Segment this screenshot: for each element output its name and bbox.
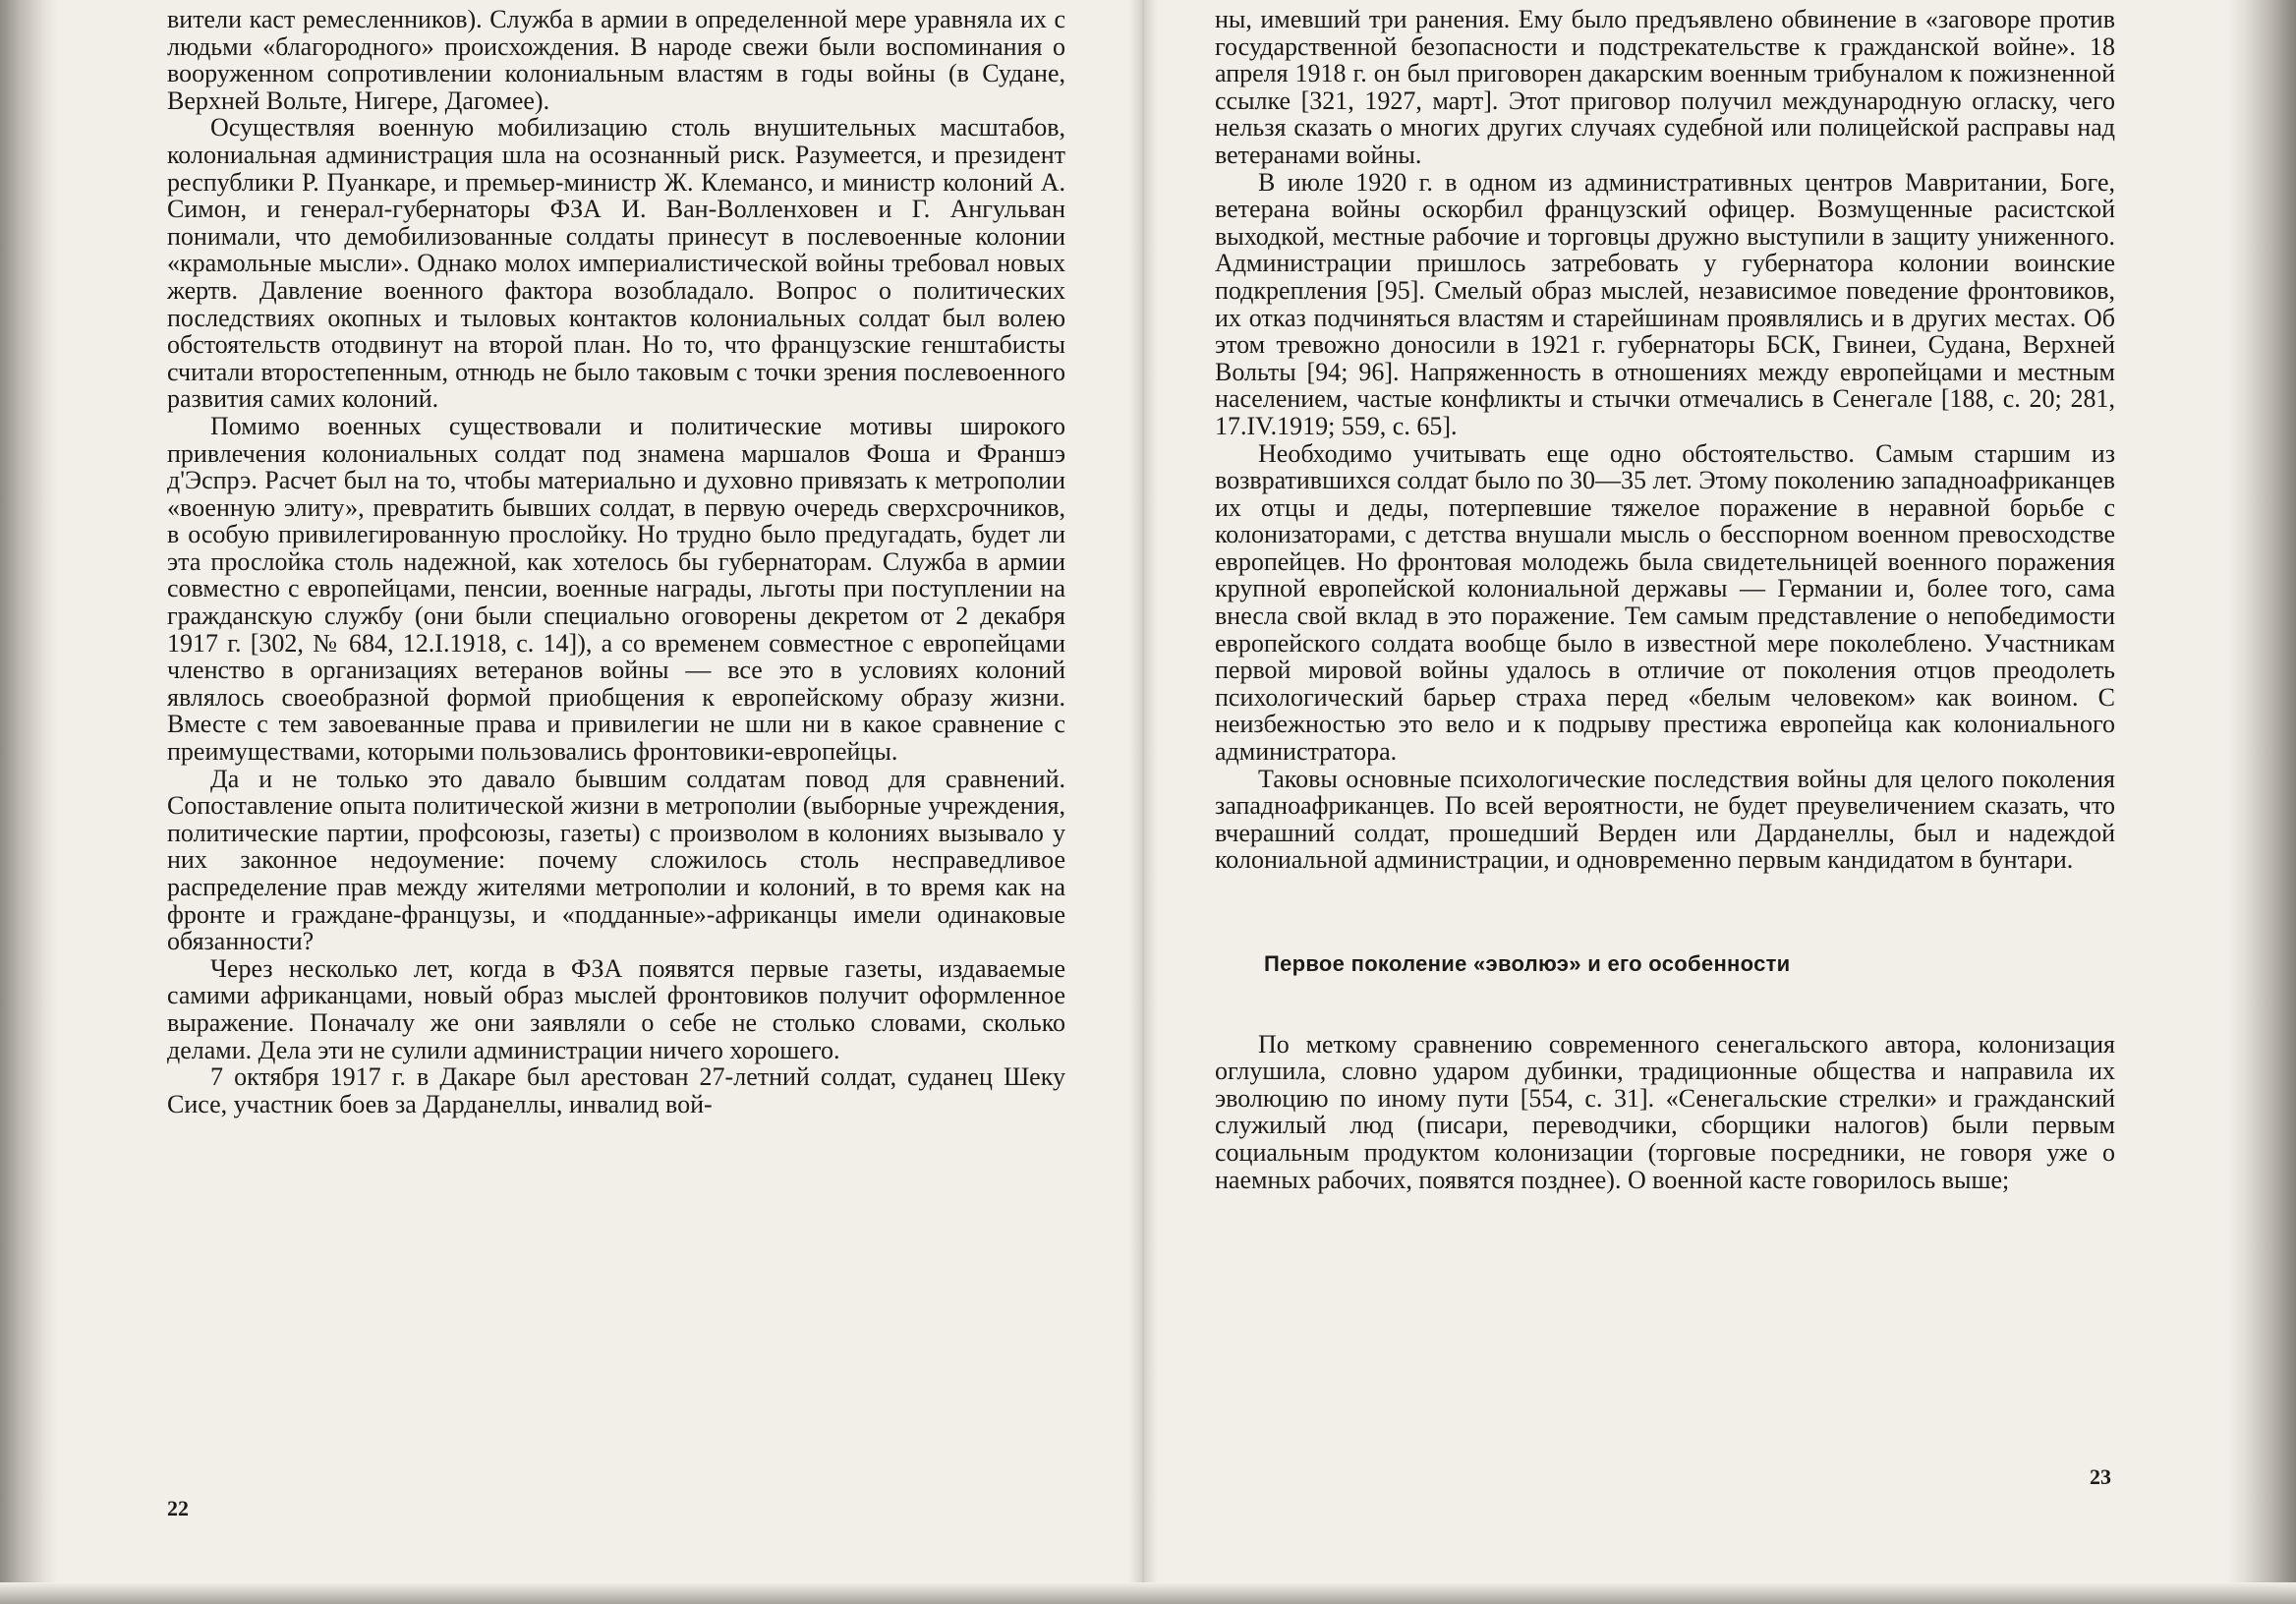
paragraph: Осуществляя военную мобилизацию столь внушительных масштабов, колониальная администрация шла на осознанный риск. Разумеется, и президент республики Р. Пуанкаре, и премьер-министр Ж. Клемансо, и министр колоний А. Симон, и генерал-губернаторы ФЗА И. Ван-Волленховен и Г. Ангульван понимали, что демобилизованные солдаты принесут в послевоенные колонии «крамольные мысли». Однако молох империалистической войны требовал новых жертв. Давление военного фактора возобладало. Вопрос о политических последствиях окопных и тыловых контактов колониальных солдат был волею обстоятельств отодвинут на второй план. Но то, что французские генштабисты считали второстепенным, отнюдь не было таковым с точки зрения послевоенного развития самих колоний.: [167, 113, 1065, 414]
paragraph: 7 октября 1917 г. в Дакаре был арестован 27-летний солдат, суданец Шеку Сисе, участник боев за Дарданеллы, инвалид вой-: [167, 1062, 1065, 1118]
page-number-right: 23: [2090, 1464, 2111, 1489]
paragraph: Да и не только это давало бывшим солдатам повод для сравнений. Сопоставление опыта политической жизни в метрополии (выборные учреждения, политические партии, профсоюзы, газеты) с произволом в колониях вызывало у них законное недоумение: почему сложилось столь несправедливое распределение прав между жителями метрополии и колоний, в то время как на фронте и граждане-французы, и «подданные»-африканцы имели одинаковые обязанности?: [167, 764, 1065, 956]
right-page: [1215, 6, 2115, 1193]
page-number-left: 22: [167, 1496, 189, 1520]
paragraph: Помимо военных существовали и политические мотивы широкого привлечения колониальных солдат под знамена маршалов Фоша и Франшэ д'Эспрэ. Расчет был на то, чтобы материально и духовно привязать к метрополии «военную элиту», превратить бывших солдат, в первую очередь сверхсрочников, в особую привилегированную прослойку. Но трудно было предугадать, будет ли эта прослойка столь надежной, как хотелось бы губернаторам. Служба в армии совместно с европейцами, пенсии, военные награды, льготы при поступлении на гражданскую службу (они были специально оговорены декретом от 2 декабря 1917 г. [302, № 684, 12.I.1918, с. 14]), а со временем совместное с европейцами членство в организациях ветеранов войны — все это в условиях колоний являлось своеобразной формой приобщения к европейскому образу жизни. Вместе с тем завоеванные права и привилегии не шли ни в какое сравнение с преимуществами, которыми пользовались фронтовики-европейцы.: [167, 411, 1065, 767]
paragraph: Необходимо учитывать еще одно обстоятельство. Самым старшим из возвратившихся солдат было по 30—35 лет. Этому поколению западноафриканцев их отцы и деды, потерпевшие тяжелое поражение в неравной борьбе с колонизаторами, с детства внушали мысль о бесспорном военном превосходстве европейцев. Но фронтовая молодежь была свидетельницей военного поражения крупной европейской колониальной державы — Германии и, более того, сама внесла свой вклад в это поражение. Тем самым представление о непобедимости европейского солдата вообще было в известной мере поколеблено. Участникам первой мировой войны удалось в отличие от поколения отцов преодолеть психологический барьер страха перед «белым человеком» как воином. С неизбежностью это вело и к подрыву престижа европейца как колониального администратора.: [1215, 438, 2115, 767]
paragraph: Таковы основные психологические последствия войны для целого поколения западноафриканцев. По всей вероятности, не будет преувеличением сказать, что вчерашний солдат, прошедший Верден или Дарданеллы, был и надеждой колониальной администрации, и одновременно первым кандидатом в бунтари.: [1215, 764, 2115, 875]
left-page-edge: [0, 0, 59, 1604]
paragraph: В июле 1920 г. в одном из административных центров Мавритании, Боге, ветерана войны оскорбил французский офицер. Возмущенные расистской выходкой, местные рабочие и торговцы дружно выступили в защиту униженного. Администрации пришлось затребовать у губернатора колонии воинские подкрепления [95]. Смелый образ мыслей, независимое поведение фронтовиков, их отказ подчиняться властям и старейшинам проявлялись и в других местах. Об этом тревожно доносили в 1921 г. губернаторы БСК, Гвинеи, Судана, Верхней Вольты [94; 96]. Напряженность в отношениях между европейцами и местным населением, частые конфликты и стычки отмечались в Сенегале [188, с. 20; 281, 17.IV.1919; 559, с. 65].: [1215, 167, 2115, 440]
paragraph: Через несколько лет, когда в ФЗА появятся первые газеты, издаваемые самими африканцами, новый образ мыслей фронтовиков получит оформленное выражение. Поначалу же они заявляли о себе не столько словами, сколько делами. Дела эти не сулили администрации ничего хорошего.: [167, 953, 1065, 1064]
right-page-edge: [2227, 0, 2296, 1604]
book-gutter: [1128, 0, 1158, 1604]
section-heading: Первое поколение «эволюэ» и его особенности: [1264, 951, 1791, 976]
left-page: [167, 6, 1065, 1117]
bottom-page-edge: [0, 1582, 2296, 1604]
paragraph: вители каст ремесленников). Служба в армии в определенной мере уравняла их с людьми «благородного» происхождения. В народе свежи были воспоминания о вооруженном сопротивлении колониальным властям в годы войны (в Судане, Верхней Вольте, Нигере, Дагомее).: [167, 5, 1065, 115]
paragraph: ны, имевший три ранения. Ему было предъявлено обвинение в «заговоре против государственной безопасности и подстрекательстве к гражданской войне». 18 апреля 1918 г. он был приговорен дакарским военным трибуналом к пожизненной ссылке [321, 1927, март]. Этот приговор получил международную огласку, чего нельзя сказать о многих других случаях судебной или полицейской расправы над ветеранами войны.: [1215, 5, 2115, 169]
paragraph: По меткому сравнению современного сенегальского автора, колонизация оглушила, словно ударом дубинки, традиционные общества и направила их эволюцию по иному пути [554, с. 31]. «Сенегальские стрелки» и гражданский служилый люд (писари, переводчики, сборщики налогов) были первым социальным продуктом колонизации (торговые посредники, не говоря уже о наемных рабочих, появятся позднее). О военной касте говорилось выше;: [1215, 1029, 2115, 1194]
